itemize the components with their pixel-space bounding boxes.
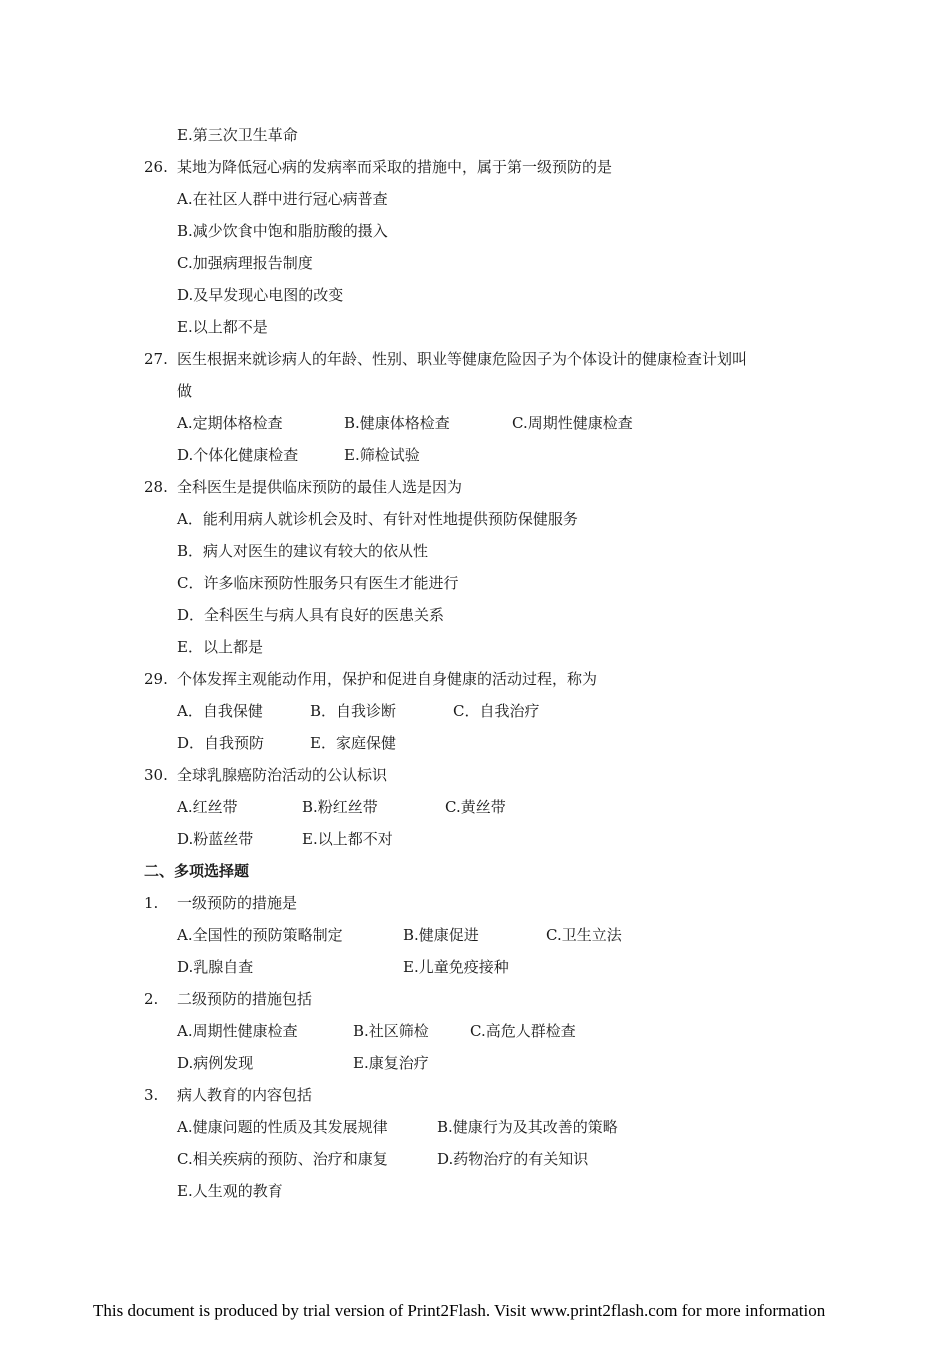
option-e: E．家庭保健 <box>310 734 396 752</box>
option-c: C.高危人群检查 <box>470 1022 576 1040</box>
option-c: C.相关疾病的预防、治疗和康复 <box>177 1150 388 1168</box>
question-number: 3. <box>144 1086 159 1104</box>
question-stem: 某地为降低冠心病的发病率而采取的措施中，属于第一级预防的是 <box>177 158 613 176</box>
option-b: B.减少饮食中饱和脂肪酸的摄入 <box>177 222 388 240</box>
question-stem: 一级预防的措施是 <box>177 894 298 912</box>
question-number: 27. <box>144 350 168 368</box>
question-stem: 个体发挥主观能动作用，保护和促进自身健康的活动过程，称为 <box>177 670 598 688</box>
option-c: C.周期性健康检查 <box>512 414 633 432</box>
option-d: D.乳腺自查 <box>177 958 254 976</box>
option-a: A.在社区人群中进行冠心病普查 <box>177 190 388 208</box>
option-b: B．自我诊断 <box>310 702 397 720</box>
option-d: D.粉蓝丝带 <box>177 830 254 848</box>
option-c: C．许多临床预防性服务只有医生才能进行 <box>177 574 459 592</box>
option-e: E.第三次卫生革命 <box>177 126 298 144</box>
option-b: B.粉红丝带 <box>302 798 378 816</box>
question-number: 1. <box>144 894 159 912</box>
option-e: E.人生观的教育 <box>177 1182 283 1200</box>
option-e: E．以上都是 <box>177 638 263 656</box>
option-e: E.康复治疗 <box>353 1054 429 1072</box>
option-b: B.健康体格检查 <box>344 414 450 432</box>
option-d: D.病例发现 <box>177 1054 254 1072</box>
question-stem: 二级预防的措施包括 <box>177 990 313 1008</box>
option-b: B．病人对医生的建议有较大的依从性 <box>177 542 429 560</box>
question-number: 26. <box>144 158 168 176</box>
trial-version-footer: This document is produced by trial version of Print2Flash. Visit www.print2flash.com for more information <box>93 1301 826 1320</box>
option-e: E.儿童免疫接种 <box>403 958 509 976</box>
question-number: 29. <box>144 670 168 688</box>
question-stem: 全科医生是提供临床预防的最佳人选是因为 <box>177 478 463 496</box>
option-e: E.筛检试验 <box>344 446 420 464</box>
question-stem: 全球乳腺癌防治活动的公认标识 <box>177 766 388 784</box>
option-b: B.健康行为及其改善的策略 <box>437 1118 618 1136</box>
option-a: A.全国性的预防策略制定 <box>177 926 343 944</box>
question-number: 28. <box>144 478 168 496</box>
option-a: A.周期性健康检查 <box>177 1022 298 1040</box>
question-stem: 病人教育的内容包括 <box>177 1086 313 1104</box>
option-a: A.健康问题的性质及其发展规律 <box>177 1118 388 1136</box>
question-number: 2. <box>144 990 159 1008</box>
option-a: A．能利用病人就诊机会及时、有针对性地提供预防保健服务 <box>177 510 578 528</box>
option-d: D．自我预防 <box>177 734 265 752</box>
option-c: C.卫生立法 <box>546 926 622 944</box>
section-heading: 二、多项选择题 <box>144 862 250 880</box>
option-d: D.药物治疗的有关知识 <box>437 1150 589 1168</box>
option-a: A．自我保健 <box>177 702 263 720</box>
option-d: D.个体化健康检查 <box>177 446 299 464</box>
option-d: D.及早发现心电图的改变 <box>177 286 344 304</box>
question-stem: 医生根据来就诊病人的年龄、性别、职业等健康危险因子为个体设计的健康检查计划叫 <box>177 350 748 368</box>
option-a: A.定期体格检查 <box>177 414 283 432</box>
option-c: C．自我治疗 <box>453 702 540 720</box>
question-number: 30. <box>144 766 168 784</box>
option-e: E.以上都不对 <box>302 830 393 848</box>
question-stem-continued: 做 <box>177 382 193 400</box>
option-a: A.红丝带 <box>177 798 238 816</box>
option-c: C.黄丝带 <box>445 798 506 816</box>
option-d: D．全科医生与病人具有良好的医患关系 <box>177 606 445 624</box>
option-b: B.健康促进 <box>403 926 479 944</box>
option-e: E.以上都不是 <box>177 318 268 336</box>
option-b: B.社区筛检 <box>353 1022 429 1040</box>
option-c: C.加强病理报告制度 <box>177 254 313 272</box>
